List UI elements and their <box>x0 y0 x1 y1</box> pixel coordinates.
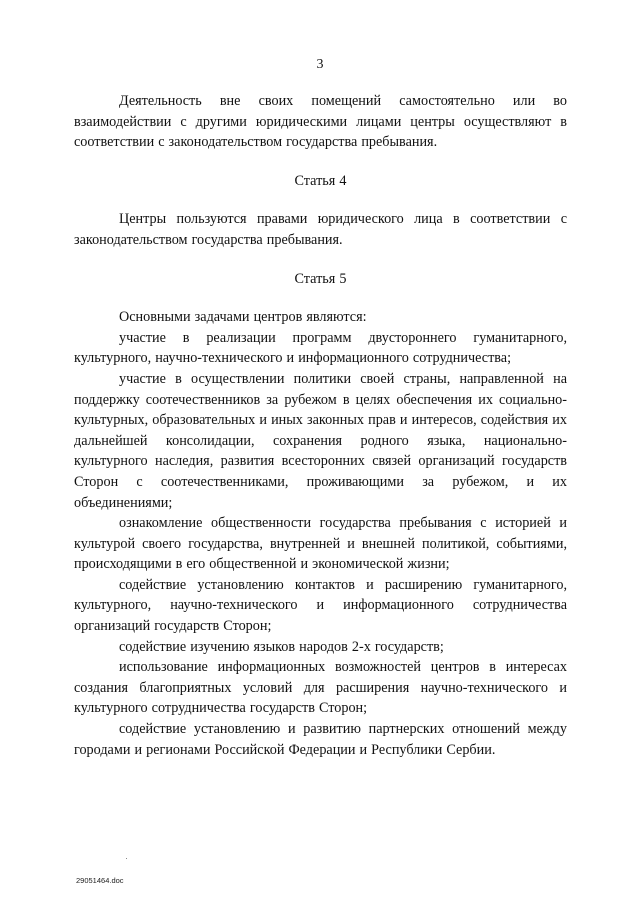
article-4-heading: Статья 4 <box>294 172 347 189</box>
article-5-item: содействие установлению контактов и расширению гуманитарного, культурного, научно-технического и информационного сотрудничества организаций государств Сторон; <box>74 576 567 635</box>
article-5-item: участие в осуществлении политики своей страны, направленной на поддержку соотечественников за рубежом в целях обеспечения их социально-культурных, образовательных и иных законных прав и интересов, содействия их дальнейшей консолидации, сохранения родного языка, национально-культурного наследия, развития всесторонних связей организаций государств Сторон с соотечественниками, проживающими за рубежом, и их объединениями; <box>74 370 567 511</box>
article-5-item: использование информационных возможностей центров в интересах создания благоприятных условий для расширения научно-технического и культурного сотрудничества государств Сторон; <box>74 659 567 717</box>
article-5-item: содействие изучению языков народов 2-х государств; <box>119 638 444 655</box>
article-5-heading: Статья 5 <box>294 270 347 287</box>
article-5-lead: Основными задачами центров являются: <box>119 309 367 326</box>
article-5-item: содействие установлению и развитию партнерских отношений между городами и регионами Российской Федерации и Республики Сербии. <box>74 721 567 758</box>
document-body <box>74 91 567 760</box>
article-4-text: Центры пользуются правами юридического лица в соответствии с законодательством государства пребывания. <box>74 211 567 248</box>
footer-filename: 29051464.doc <box>76 876 124 885</box>
article-5-item: ознакомление общественности государства пребывания с историей и культурой своего государства, внутренней и внешней политикой, событиями, происходящими в его общественной и экономической жизни; <box>74 515 567 573</box>
scan-dot <box>126 858 127 859</box>
intro-paragraph: Деятельность вне своих помещений самостоятельно или во взаимодействии с другими юридическими лицами центры осуществляют в соответствии с законодательством государства пребывания. <box>74 93 567 151</box>
article-5-item: участие в реализации программ двустороннего гуманитарного, культурного, научно-технического и информационного сотрудничества; <box>74 329 567 367</box>
page-number: 3 <box>316 57 324 72</box>
